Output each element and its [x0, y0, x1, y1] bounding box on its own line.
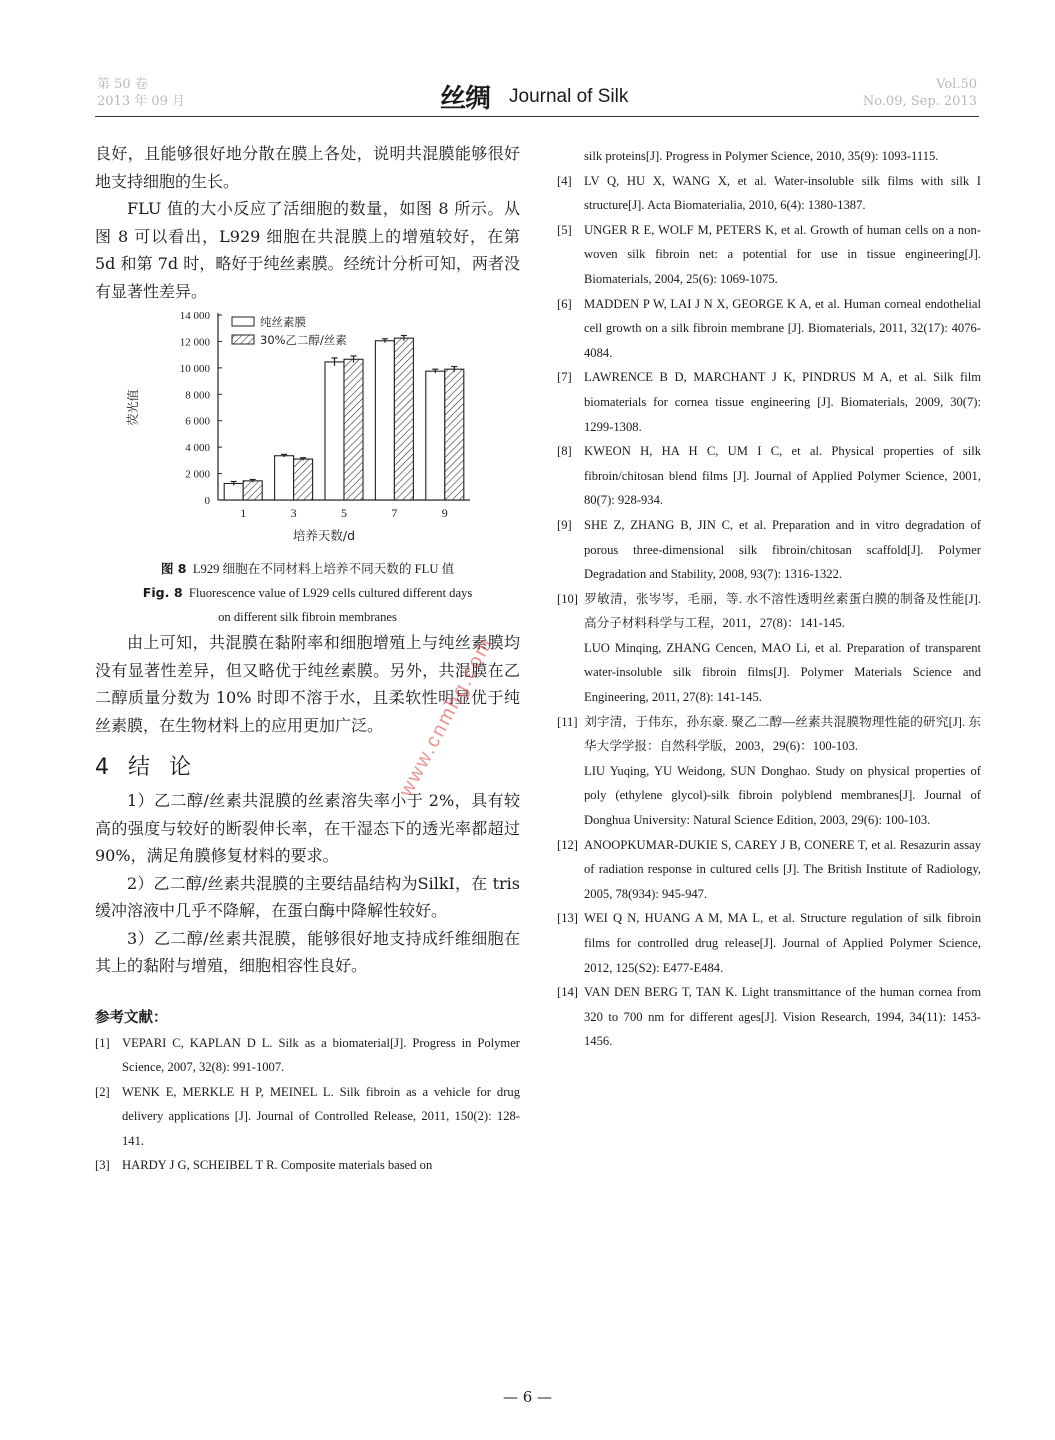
- page-number: — 6 —: [502, 1388, 553, 1406]
- reference-item: [95, 1153, 520, 1178]
- reference-item: [557, 513, 981, 587]
- bar: [426, 371, 445, 500]
- bar-chart: [95, 305, 520, 557]
- left-column: [95, 140, 520, 1178]
- bar: [243, 481, 262, 500]
- reference-number: [6]: [557, 296, 572, 311]
- reference-translation: LUO Minqing, ZHANG Cencen, MAO Li, et al. Preparation of transparent water-insoluble silk fibroin films[J]. Polymer Materials Science and Engineering, 2011, 27(8): 141-145.: [584, 640, 981, 705]
- paragraph: 由上可知，共混膜在黏附率和细胞增殖上与纯丝素膜均没有显著性差异，但又略优于纯丝素膜。另外，共混膜在乙二醇质量分数为 10% 时即不溶于水，且柔软性明显优于纯丝素膜，在生物材料上的应用更加广泛。: [95, 633, 520, 735]
- references-heading: 参考文献：: [95, 1009, 168, 1026]
- reference-item: [557, 906, 981, 980]
- reference-number: [11]: [557, 714, 578, 729]
- header-rule: [95, 116, 979, 117]
- reference-number: [3]: [95, 1158, 110, 1173]
- reference-text: WEI Q N, HUANG A M, MA L, et al. Structure regulation of silk fibroin films for controlled drug release[J]. Journal of Applied Polymer Science, 2012, 125(S2): E477-E484.: [584, 911, 981, 975]
- watermark: www.cnmhg.com: [395, 633, 498, 801]
- header-date-line: 2013 年 09 月: [97, 94, 186, 109]
- reference-number: [10]: [557, 591, 578, 606]
- header-no-en: No.09, Sep. 2013: [862, 94, 977, 109]
- reference-text: LAWRENCE B D, MARCHANT J K, PINDRUS M A, et al. Silk film biomaterials for cornea tissue engineering [J]. Biomaterials, 2009, 30(7): 1299-1308.: [584, 370, 981, 434]
- reference-number: [5]: [557, 222, 572, 237]
- x-tick-label: 9: [441, 506, 448, 520]
- reference-number: [9]: [557, 517, 572, 532]
- reference-text: HARDY J G, SCHEIBEL T R. Composite materials based on: [122, 1158, 433, 1173]
- reference-item: [95, 1031, 520, 1080]
- caption-label-en: Fig. 8: [142, 585, 183, 600]
- reference-item: [557, 710, 981, 759]
- page-header: [0, 74, 1055, 120]
- header-volume-line: 第 50 卷: [97, 77, 148, 92]
- header-issue: [863, 76, 977, 110]
- bar: [394, 338, 413, 500]
- bar: [275, 456, 294, 500]
- legend-label: 30%乙二醇/丝素: [260, 333, 347, 347]
- y-axis-label: 荧光值: [126, 389, 140, 426]
- reference-item: [557, 980, 981, 1054]
- header-vol-en: Vol.50: [936, 77, 977, 92]
- y-tick-label: 2 000: [185, 468, 210, 481]
- reference-number: [12]: [557, 837, 578, 852]
- reference-number: [1]: [95, 1035, 110, 1050]
- reference-number: [7]: [557, 370, 572, 385]
- reference-text: 罗敏清，张岑岑，毛丽，等. 水不溶性透明丝素蛋白膜的制备及性能[J]. 高分子材料科学与工程，2011，27(8)：141-145.: [584, 591, 981, 631]
- reference-text: VAN DEN BERG T, TAN K. Light transmittance of the human cornea from 320 to 700 nm for different ages[J]. Vision Research, 1994, 34(11): 1453-1456.: [584, 985, 981, 1049]
- y-tick-label: 0: [204, 495, 210, 507]
- reference-number: [8]: [557, 444, 572, 459]
- reference-item: [557, 218, 981, 292]
- journal-name: Journal of Silk: [509, 86, 629, 107]
- reference-item: [557, 292, 981, 366]
- reference-number: [13]: [557, 911, 578, 926]
- figure-8: [95, 305, 520, 557]
- y-tick-label: 4 000: [185, 442, 210, 455]
- reference-list: [557, 169, 981, 1054]
- bar: [294, 459, 313, 500]
- reference-number: [2]: [95, 1084, 110, 1099]
- legend-swatch: [232, 317, 254, 326]
- reference-item: [557, 365, 981, 439]
- y-tick-label: 14 000: [179, 310, 210, 322]
- legend-label: 纯丝素膜: [260, 315, 306, 329]
- bar: [325, 362, 344, 500]
- reference-text: SHE Z, ZHANG B, JIN C, et al. Preparation and in vitro degradation of porous three-dimensional silk fibroin/chitosan scaffold[J]. Polymer Degradation and Stability, 2008, 93(7): 1316-1322.: [584, 517, 981, 582]
- reference-item: [95, 1080, 520, 1154]
- reference-translation: LIU Yuqing, YU Weidong, SUN Donghao. Study on physical properties of poly (ethylene glycol)-silk fibroin polyblend membranes[J]. Journal of Donghua University: Natural Science Edition, 2003, 29(6): 100-103.: [584, 763, 981, 828]
- reference-text: VEPARI C, KAPLAN D L. Silk as a biomaterial[J]. Progress in Polymer Science, 2007, 32(8): 991-1007.: [122, 1035, 520, 1075]
- y-tick-label: 8 000: [185, 389, 210, 402]
- paragraph: FLU 值的大小反应了活细胞的数量，如图 8 所示。从图 8 可以看出，L929 细胞在共混膜上的增殖较好，在第 5d 和第 7d 时，略好于纯丝素膜。经统计分析可知，两者没有显著性差异。: [95, 199, 520, 301]
- right-column: [557, 144, 981, 1054]
- reference-text: MADDEN P W, LAI J N X, GEORGE K A, et al. Human corneal endothelial cell growth on a silk fibroin membrane [J]. Biomaterials, 2011, 32(17): 4076-4084.: [584, 296, 981, 360]
- reference-list: [95, 1031, 520, 1179]
- x-tick-label: 1: [240, 506, 247, 520]
- y-tick-label: 6 000: [185, 415, 210, 428]
- bar: [344, 359, 363, 500]
- figure-caption-cn: [95, 557, 520, 581]
- bar: [445, 369, 464, 500]
- x-tick-label: 7: [391, 506, 398, 520]
- reference-item: [557, 439, 981, 513]
- reference-continuation: silk proteins[J]. Progress in Polymer Science, 2010, 35(9): 1093-1115.: [584, 149, 939, 163]
- conclusion-2: 2）乙二醇/丝素共混膜的主要结晶结构为SilkI，在 tris 缓冲溶液中几乎不降解，在蛋白酶中降解性较好。: [95, 873, 520, 920]
- y-tick-label: 12 000: [179, 336, 210, 349]
- reference-item: [557, 169, 981, 218]
- caption-label: 图 8: [160, 561, 187, 576]
- reference-text: KWEON H, HA H C, UM I C, et al. Physical properties of silk fibroin/chitosan blend films [J]. Journal of Applied Polymer Science, 2001, 80(7): 928-934.: [584, 444, 981, 508]
- reference-text: UNGER R E, WOLF M, PETERS K, et al. Growth of human cells on a non-woven silk fibroin net: a potential for use in tissue engineering[J]. Biomaterials, 2004, 25(6): 1069-1075.: [584, 222, 981, 286]
- x-axis-label: 培养天数/d: [292, 528, 356, 543]
- legend-swatch: [232, 335, 254, 344]
- caption-text-en: Fluorescence value of L929 cells cultured different days: [188, 586, 473, 600]
- x-tick-label: 5: [341, 506, 347, 520]
- section-heading: 4 结 论: [95, 755, 197, 780]
- bar: [375, 341, 394, 500]
- reference-text: 刘宇清，于伟东，孙东豪. 聚乙二醇—丝素共混膜物理性能的研究[J]. 东华大学学报：自然科学版，2003，29(6)：100-103.: [584, 714, 981, 754]
- header-volume: [97, 76, 185, 110]
- reference-text: LV Q, HU X, WANG X, et al. Water-insoluble silk films with silk I structure[J]. Acta Biomaterialia, 2010, 6(4): 1380-1387.: [584, 173, 981, 213]
- figure-caption-en: [95, 581, 520, 605]
- reference-number: [4]: [557, 173, 572, 188]
- figure-caption-en-cont: on different silk fibroin membranes: [218, 610, 397, 624]
- x-tick-label: 3: [290, 506, 297, 520]
- bar: [224, 483, 243, 500]
- reference-text: WENK E, MERKLE H P, MEINEL L. Silk fibroin as a vehicle for drug delivery applications [J]. Journal of Controlled Release, 2011, 150(2): 128-141.: [122, 1084, 520, 1148]
- reference-item: [557, 833, 981, 907]
- reference-number: [14]: [557, 985, 578, 1000]
- paragraph: 良好，且能够很好地分散在膜上各处，说明共混膜能够很好地支持细胞的生长。: [95, 144, 520, 191]
- conclusion-1: 1）乙二醇/丝素共混膜的丝素溶失率小于 2%，具有较高的强度与较好的断裂伸长率，在干湿态下的透光率都超过 90%，满足角膜修复材料的要求。: [95, 791, 520, 865]
- journal-logo: 丝绸: [440, 84, 491, 114]
- conclusion-3: 3）乙二醇/丝素共混膜，能够很好地支持成纤维细胞在其上的黏附与增殖，细胞相容性良好。: [95, 928, 520, 975]
- reference-text: ANOOPKUMAR-DUKIE S, CAREY J B, CONERE T, et al. Resazurin assay of radiation response in cultured cells [J]. The British Institute of Radiology, 2005, 78(934): 945-947.: [584, 837, 981, 901]
- caption-text: L929 细胞在不同材料上培养不同天数的 FLU 值: [192, 562, 455, 576]
- reference-item: [557, 587, 981, 636]
- y-tick-label: 10 000: [179, 362, 210, 375]
